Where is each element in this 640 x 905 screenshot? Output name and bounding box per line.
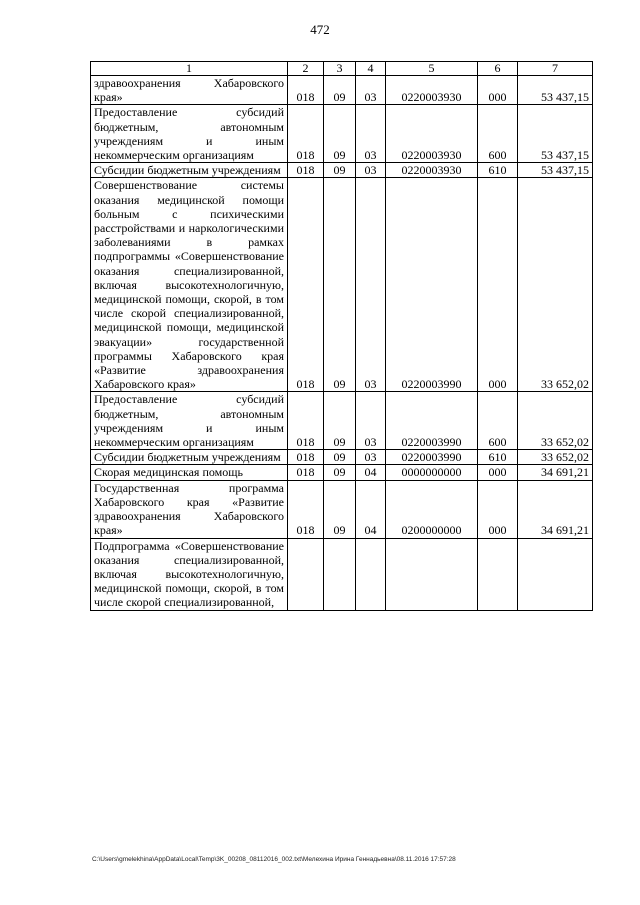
row-target-code: 0000000000 xyxy=(386,465,478,480)
header-col-6: 6 xyxy=(478,62,518,76)
row-expense-type: 000 xyxy=(478,465,518,480)
page-number: 472 xyxy=(310,22,330,37)
table-row xyxy=(91,392,593,450)
row-description: Подпрограмма «Совершенствование оказания специализированной, включая высокотехнологичную, медицинской помощи, скорой, в том числе скорой специализированной, xyxy=(91,538,288,610)
row-expense-type: 000 xyxy=(478,178,518,392)
row-amount: 34 691,21 xyxy=(518,480,593,538)
row-expense-type: 610 xyxy=(478,163,518,178)
row-subsection-code: 03 xyxy=(356,76,386,105)
row-expense-type: 600 xyxy=(478,105,518,163)
row-ministry-code: 018 xyxy=(288,450,324,465)
row-ministry-code: 018 xyxy=(288,480,324,538)
row-target-code: 0200000000 xyxy=(386,480,478,538)
row-ministry-code: 018 xyxy=(288,163,324,178)
row-target-code: 0220003930 xyxy=(386,163,478,178)
table-row xyxy=(91,450,593,465)
header-col-1: 1 xyxy=(91,62,288,76)
row-subsection-code: 03 xyxy=(356,163,386,178)
row-section-code: 09 xyxy=(324,465,356,480)
budget-table xyxy=(90,61,593,611)
row-amount: 33 652,02 xyxy=(518,392,593,450)
row-description: Совершенствование системы оказания медицинской помощи больным с психическими расстройствами и наркологическими заболеваниями в рамках подпрограммы «Совершенствование оказания специализированной, включая высокотехнологичную, медицинской помощи, скорой, в том числе скорой специализированной, медицинской помощи, медицинской эвакуации» государственной программы Хабаровского края «Развитие здравоохранения Хабаровского края» xyxy=(91,178,288,392)
row-section-code: 09 xyxy=(324,480,356,538)
row-description: Предоставление субсидий бюджетным, автономным учреждениям и иным некоммерческим организациям xyxy=(91,105,288,163)
file-path-footer: C:\Users\gmelekhina\AppData\Local\Temp\3K_00208_08112016_002.txt\Мелехина Ирина Геннадьевна\08.11.2016 17:57:28 xyxy=(92,856,456,863)
header-col-3: 3 xyxy=(324,62,356,76)
table-row xyxy=(91,480,593,538)
header-col-2: 2 xyxy=(288,62,324,76)
row-target-code: 0220003990 xyxy=(386,450,478,465)
row-description: Предоставление субсидий бюджетным, автономным учреждениям и иным некоммерческим организациям xyxy=(91,392,288,450)
table-row xyxy=(91,76,593,105)
row-ministry-code: 018 xyxy=(288,465,324,480)
row-subsection-code: 04 xyxy=(356,480,386,538)
header-row xyxy=(91,62,593,76)
table-row xyxy=(91,178,593,392)
row-section-code: 09 xyxy=(324,450,356,465)
row-subsection-code: 04 xyxy=(356,465,386,480)
row-target-code: 0220003930 xyxy=(386,105,478,163)
row-description: Государственная программа Хабаровского края «Развитие здравоохранения Хабаровского края» xyxy=(91,480,288,538)
row-expense-type: 000 xyxy=(478,76,518,105)
row-ministry-code: 018 xyxy=(288,392,324,450)
row-amount: 53 437,15 xyxy=(518,105,593,163)
row-expense-type: 610 xyxy=(478,450,518,465)
row-ministry-code xyxy=(288,538,324,610)
table-row xyxy=(91,163,593,178)
row-subsection-code xyxy=(356,538,386,610)
row-section-code: 09 xyxy=(324,76,356,105)
row-description: здравоохранения Хабаровского края» xyxy=(91,76,288,105)
row-description: Скорая медицинская помощь xyxy=(91,465,288,480)
table-row xyxy=(91,465,593,480)
row-target-code: 0220003990 xyxy=(386,178,478,392)
row-target-code: 0220003930 xyxy=(386,76,478,105)
row-ministry-code: 018 xyxy=(288,105,324,163)
row-amount: 53 437,15 xyxy=(518,163,593,178)
row-amount: 53 437,15 xyxy=(518,76,593,105)
row-expense-type: 000 xyxy=(478,480,518,538)
row-target-code xyxy=(386,538,478,610)
header-col-7: 7 xyxy=(518,62,593,76)
header-col-4: 4 xyxy=(356,62,386,76)
row-ministry-code: 018 xyxy=(288,178,324,392)
row-section-code xyxy=(324,538,356,610)
table-row xyxy=(91,538,593,610)
table-row xyxy=(91,105,593,163)
row-expense-type: 600 xyxy=(478,392,518,450)
row-section-code: 09 xyxy=(324,178,356,392)
row-expense-type xyxy=(478,538,518,610)
row-section-code: 09 xyxy=(324,163,356,178)
row-amount: 33 652,02 xyxy=(518,450,593,465)
row-ministry-code: 018 xyxy=(288,76,324,105)
row-subsection-code: 03 xyxy=(356,392,386,450)
row-amount: 33 652,02 xyxy=(518,178,593,392)
row-amount: 34 691,21 xyxy=(518,465,593,480)
row-description: Субсидии бюджетным учреждениям xyxy=(91,163,288,178)
header-col-5: 5 xyxy=(386,62,478,76)
row-section-code: 09 xyxy=(324,392,356,450)
row-target-code: 0220003990 xyxy=(386,392,478,450)
row-subsection-code: 03 xyxy=(356,178,386,392)
row-section-code: 09 xyxy=(324,105,356,163)
row-subsection-code: 03 xyxy=(356,450,386,465)
row-amount xyxy=(518,538,593,610)
row-subsection-code: 03 xyxy=(356,105,386,163)
row-description: Субсидии бюджетным учреждениям xyxy=(91,450,288,465)
